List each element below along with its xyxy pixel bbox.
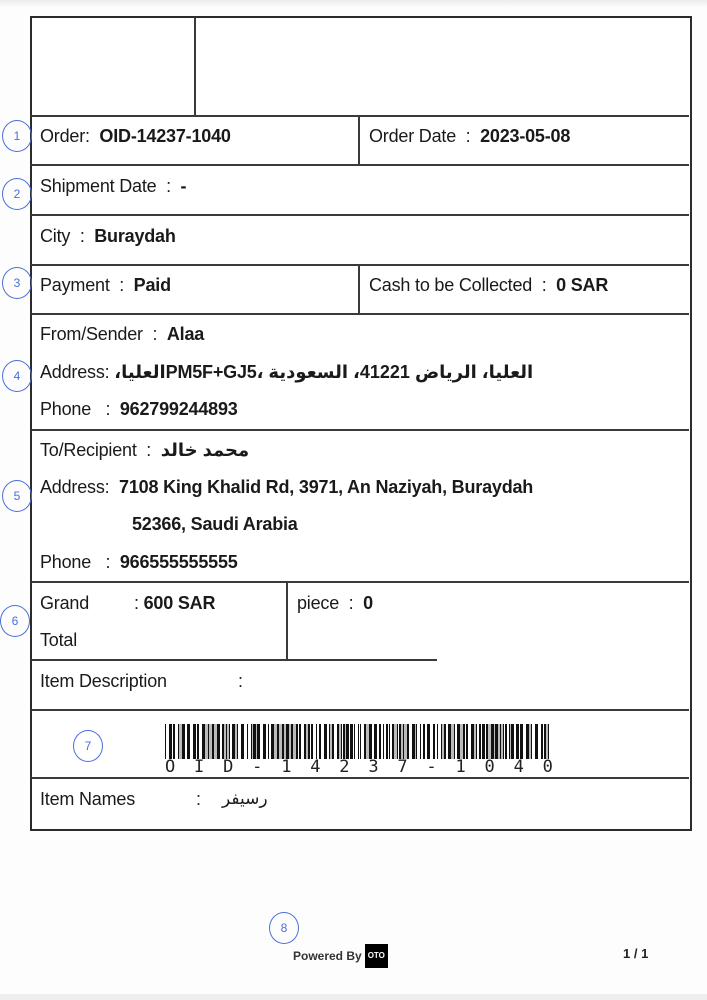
order-field	[40, 125, 231, 147]
recipient-address-label: Address:	[40, 477, 110, 497]
sender-address: العليا، الرياض 41221، السعودية ،PM5F+GJ5العليا،	[114, 362, 534, 382]
divider	[31, 264, 689, 266]
divider	[358, 116, 360, 165]
separator: :	[134, 593, 139, 613]
grand-total-label-line1: Grand	[40, 593, 90, 613]
divider	[31, 777, 689, 779]
sender-address-field	[40, 361, 533, 383]
order-date-label: Order Date	[369, 126, 457, 146]
divider	[31, 214, 689, 216]
separator: :	[465, 126, 471, 146]
divider	[31, 659, 437, 661]
recipient-phone-label: Phone	[40, 552, 92, 572]
annotation-marker-2: 2	[2, 178, 32, 210]
divider	[31, 313, 689, 315]
sender-label: From/Sender	[40, 324, 143, 344]
separator: :	[152, 324, 158, 344]
annotation-marker-5: 5	[2, 480, 32, 512]
page-top-shade	[0, 0, 707, 8]
grand-total-value: 600 SAR	[143, 593, 216, 613]
separator: :	[541, 275, 547, 295]
shipment-date-field	[40, 175, 186, 197]
divider	[286, 582, 288, 660]
annotation-marker-7: 7	[73, 730, 103, 762]
divider	[31, 164, 689, 166]
sender-phone-label: Phone	[40, 399, 92, 419]
separator: :	[166, 176, 171, 196]
sender-name-field	[40, 323, 204, 345]
annotation-marker-4: 4	[2, 360, 32, 392]
grand-total-value-field	[134, 592, 215, 614]
divider	[31, 709, 689, 711]
sender-phone: 962799244893	[119, 399, 238, 419]
piece-field	[297, 592, 373, 614]
piece-value: 0	[363, 593, 373, 613]
powered-by	[293, 944, 388, 968]
separator: :	[79, 226, 85, 246]
separator: :	[348, 593, 354, 613]
payment-field	[40, 274, 171, 296]
separator: :	[119, 275, 125, 295]
recipient-phone: 966555555555	[119, 552, 238, 572]
item-names-label: Item Names	[40, 789, 136, 809]
city-label: City	[40, 226, 71, 246]
cash-to-collect-label: Cash to be Collected	[369, 275, 533, 295]
item-description-label: Item Description	[40, 671, 167, 691]
powered-by-text: Powered By	[293, 949, 362, 963]
item-names-separator: :	[196, 789, 201, 809]
annotation-marker-3: 3	[2, 267, 32, 299]
sender-name: Alaa	[166, 324, 205, 344]
recipient-label: To/Recipient	[40, 440, 137, 460]
item-description-field	[40, 670, 167, 692]
recipient-address-field	[40, 476, 533, 498]
order-date-field	[369, 125, 570, 147]
city-value: Buraydah	[94, 226, 176, 246]
annotation-marker-8: 8	[269, 912, 299, 944]
item-description-separator: :	[238, 671, 243, 691]
separator: :	[146, 440, 152, 460]
barcode-text: O I D - 1 4 2 3 7 - 1 0 4 0	[165, 757, 553, 777]
divider	[31, 115, 689, 117]
city-field	[40, 225, 176, 247]
barcode-image	[165, 724, 553, 759]
order-label: Order:	[40, 126, 90, 146]
item-names-field	[40, 788, 135, 810]
page-number: 1 / 1	[623, 946, 649, 961]
order-date-value: 2023-05-08	[480, 126, 571, 146]
divider	[31, 429, 689, 431]
item-names-value: رسيفر	[222, 789, 268, 808]
order-id: OID-14237-1040	[99, 126, 231, 146]
payment-label: Payment	[40, 275, 110, 295]
divider	[31, 581, 689, 583]
sender-phone-field: Phone : 962799244893	[40, 399, 238, 419]
annotation-marker-6: 6	[0, 605, 30, 637]
grand-total-label-line2: Total	[40, 630, 78, 650]
piece-label: piece	[297, 593, 340, 613]
recipient-phone-field: Phone : 966555555555	[40, 552, 238, 572]
divider	[358, 265, 360, 314]
shipment-date-value: -	[180, 176, 187, 196]
recipient-name-field	[40, 439, 249, 461]
recipient-name: محمد خالد	[160, 440, 250, 460]
annotation-marker-1: 1	[2, 120, 32, 152]
page-bottom-shade	[0, 994, 707, 1000]
recipient-address-line2: 52366, Saudi Arabia	[132, 514, 298, 534]
sender-address-label: Address:	[40, 362, 110, 382]
payment-value: Paid	[133, 275, 171, 295]
cash-to-collect-field	[369, 274, 608, 296]
shipment-date-label: Shipment Date	[40, 176, 157, 196]
recipient-address-line1: 7108 King Khalid Rd, 3971, An Naziyah, Buraydah	[119, 477, 534, 497]
cash-to-collect-value: 0 SAR	[556, 275, 609, 295]
oto-logo-icon: OTO	[365, 944, 388, 968]
divider	[194, 17, 196, 116]
